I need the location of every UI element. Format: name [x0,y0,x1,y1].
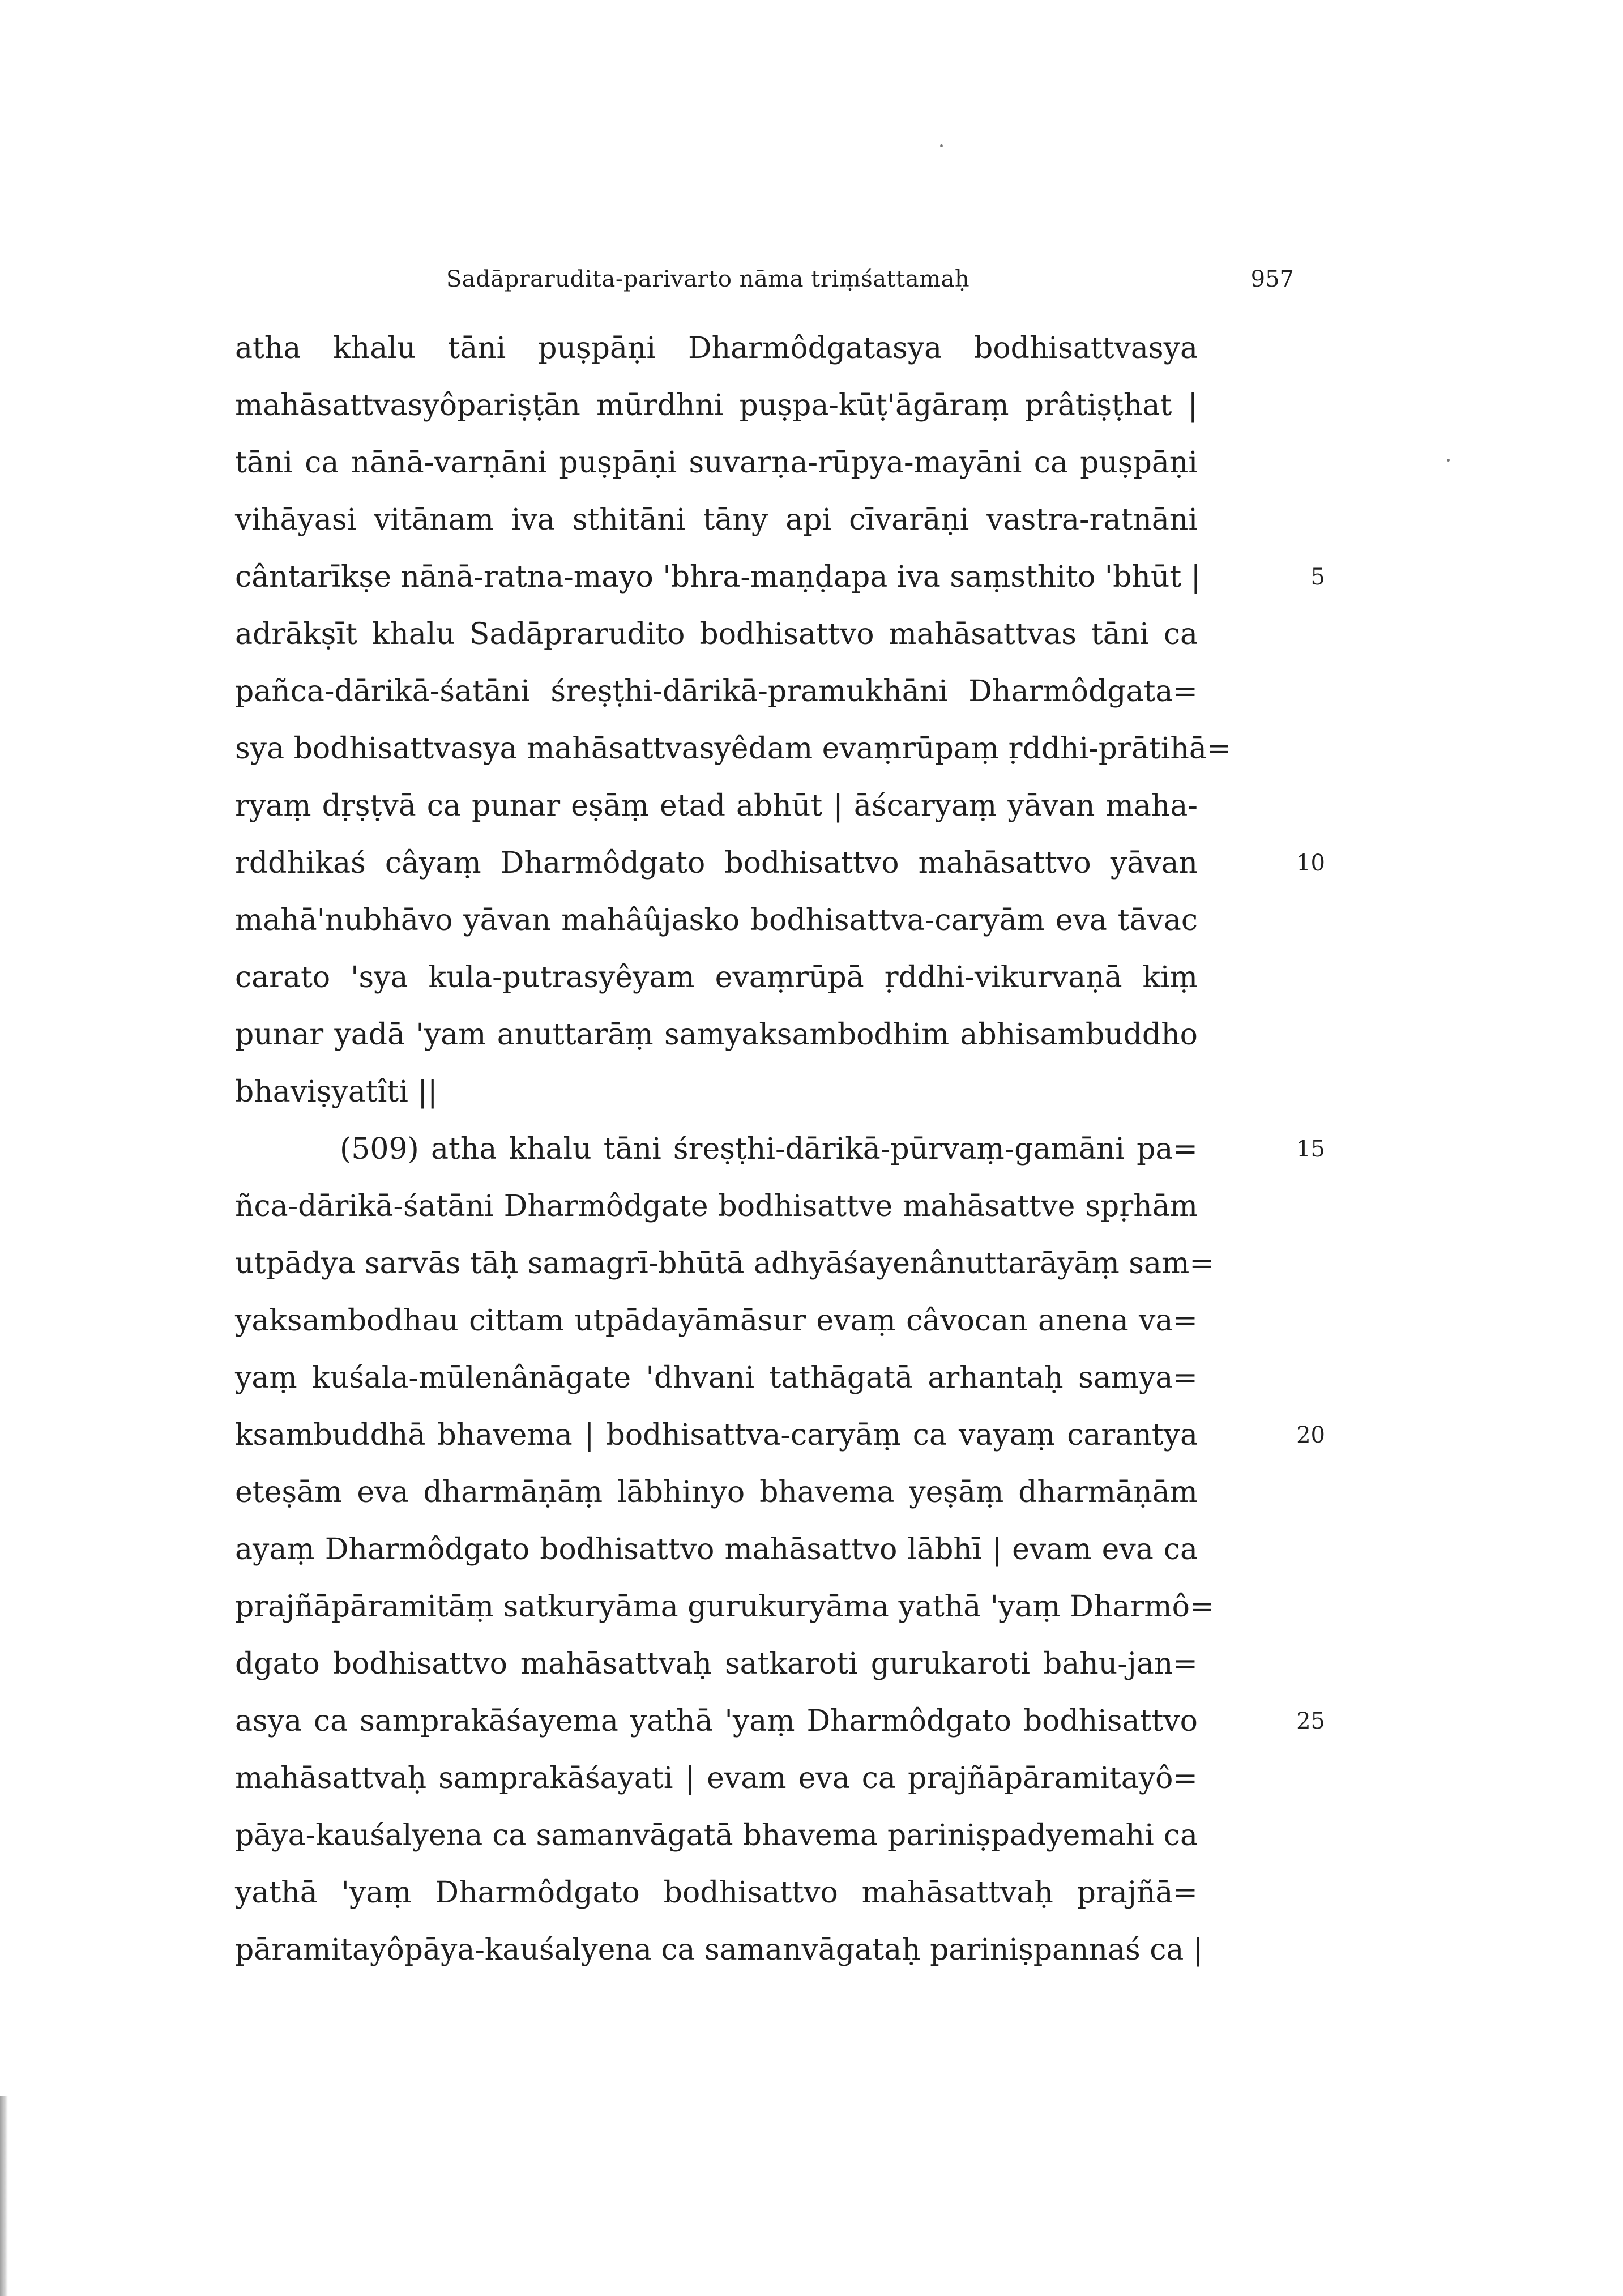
text-line-15: (509) atha khalu tāni śreṣṭhi-dārikā-pūrvaṃ-gamāni pa= [340,1132,1198,1166]
scan-binding-edge [0,2096,8,2296]
text-line-4: vihāyasi vitānam iva sthitāni tāny api cīvarāṇi vastra-ratnāni [235,503,1198,537]
text-line-17: utpādya sarvās tāḥ samagrī-bhūtā adhyāśayenânuttarāyāṃ sam= [235,1247,1214,1281]
text-line-2: mahāsattvasyôpariṣṭān mūrdhni puṣpa-kūṭ'āgāraṃ prâtiṣṭhat | [235,389,1198,423]
text-line-22: ayaṃ Dharmôdgato bodhisattvo mahāsattvo lābhī | evam eva ca [235,1533,1198,1567]
text-line-14: bhaviṣyatîti || [235,1075,438,1109]
text-line-26: mahāsattvaḥ samprakāśayati | evam eva ca prajñāpāramitayô= [235,1761,1198,1795]
text-line-28: yathā 'yaṃ Dharmôdgato bodhisattvo mahāsattvaḥ prajñā= [235,1876,1198,1910]
page-number: 957 [1250,266,1294,292]
text-line-7: pañca-dārikā-śatāni śreṣṭhi-dārikā-pramukhāni Dharmôdgata= [235,675,1198,709]
text-line-5: cântarīkṣe nānā-ratna-mayo 'bhra-maṇḍapa iva saṃsthito 'bhūt | [235,560,1201,594]
text-line-23: prajñāpāramitāṃ satkuryāma gurukuryāma yathā 'yaṃ Dharmô= [235,1590,1215,1624]
text-line-16: ñca-dārikā-śatāni Dharmôdgate bodhisattve mahāsattve spṛhām [235,1189,1198,1223]
text-line-25: asya ca samprakāśayema yathā 'yaṃ Dharmôdgato bodhisattvo [235,1704,1198,1738]
paper-speck [940,144,943,147]
text-line-21: eteṣām eva dharmāṇāṃ lābhinyo bhavema yeṣāṃ dharmāṇām [235,1475,1198,1509]
text-line-11: mahā'nubhāvo yāvan mahâûjasko bodhisattva-caryām eva tāvac [235,903,1198,937]
line-number-15: 15 [1296,1136,1325,1162]
text-line-1: atha khalu tāni puṣpāṇi Dharmôdgatasya bodhisattvasya [235,331,1198,365]
line-number-20: 20 [1296,1422,1325,1448]
text-line-10: rddhikaś câyaṃ Dharmôdgato bodhisattvo mahāsattvo yāvan [235,846,1198,880]
text-line-24: dgato bodhisattvo mahāsattvaḥ satkaroti gurukaroti bahu-jan= [235,1647,1198,1681]
paper-speck [1447,459,1450,462]
text-line-8: sya bodhisattvasya mahāsattvasyêdam evaṃrūpaṃ ṛddhi-prātihā= [235,732,1232,766]
text-line-9: ryaṃ dṛṣṭvā ca punar eṣāṃ etad abhūt | āścaryaṃ yāvan maha- [235,789,1198,823]
line-number-5: 5 [1310,564,1325,590]
text-line-12: carato 'sya kula-putrasyêyam evaṃrūpā ṛddhi-vikurvaṇā kiṃ [235,961,1198,995]
text-line-19: yaṃ kuśala-mūlenânāgate 'dhvani tathāgatā arhantaḥ samya= [235,1361,1198,1395]
text-line-3: tāni ca nānā-varṇāni puṣpāṇi suvarṇa-rūpya-mayāni ca puṣpāṇi [235,446,1198,480]
text-line-20: ksambuddhā bhavema | bodhisattva-caryāṃ ca vayaṃ carantya [235,1418,1198,1452]
text-line-6: adrākṣīt khalu Sadāprarudito bodhisattvo mahāsattvas tāni ca [235,617,1198,651]
text-line-29: pāramitayôpāya-kauśalyena ca samanvāgataḥ pariniṣpannaś ca | [235,1933,1203,1967]
line-number-10: 10 [1296,850,1325,876]
line-number-25: 25 [1296,1708,1325,1734]
text-line-18: yaksambodhau cittam utpādayāmāsur evaṃ câvocan anena va= [235,1304,1198,1338]
running-title: Sadāprarudita-parivarto nāma triṃśattamaḥ [446,266,970,292]
text-line-27: pāya-kauśalyena ca samanvāgatā bhavema pariniṣpadyemahi ca [235,1819,1198,1853]
text-line-13: punar yadā 'yam anuttarāṃ samyaksambodhim abhisambuddho [235,1018,1198,1052]
